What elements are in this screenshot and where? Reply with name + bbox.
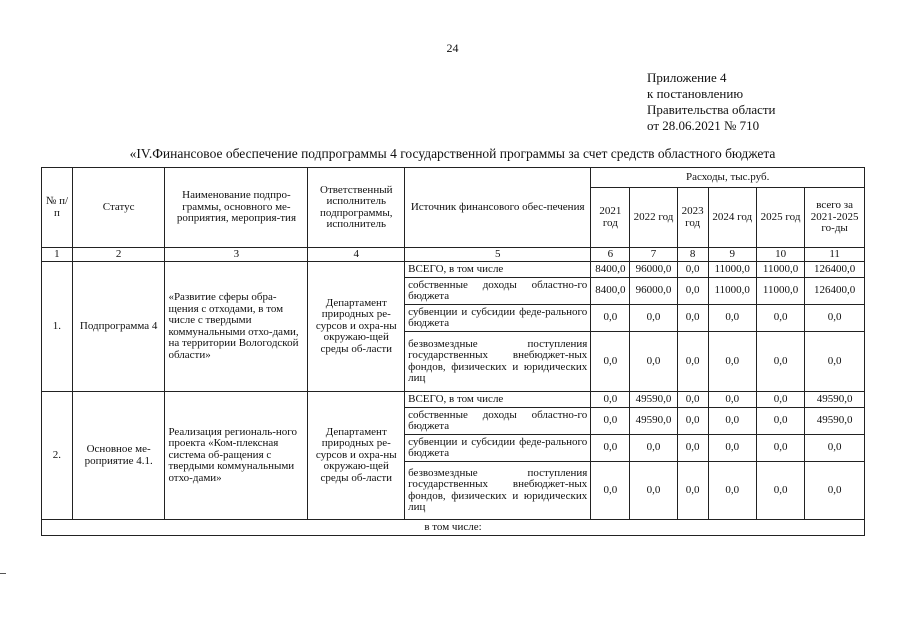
header-responsible: Ответственный исполнитель подпрограммы, исполнитель	[308, 168, 405, 248]
value-cell: 0,0	[708, 305, 756, 332]
value-cell: 0,0	[805, 462, 865, 520]
value-cell: 8400,0	[591, 262, 630, 278]
column-number: 1	[42, 248, 73, 262]
value-cell: 49590,0	[805, 392, 865, 408]
margin-mark	[0, 573, 6, 574]
value-cell: 126400,0	[805, 262, 865, 278]
value-cell: 0,0	[591, 435, 630, 462]
page-number: 24	[446, 41, 459, 55]
row-num: 1.	[42, 262, 73, 392]
value-cell: 0,0	[591, 332, 630, 392]
value-cell: 0,0	[677, 305, 708, 332]
value-cell: 0,0	[756, 408, 804, 435]
value-cell: 0,0	[677, 462, 708, 520]
row-responsible: Департамент природных ре-сурсов и охра-ны окружаю-щей среды об-ласти	[308, 392, 405, 520]
value-cell: 0,0	[630, 305, 677, 332]
document-title: «IV.Финансовое обеспечение подпрограммы 4 государственной программы за счет средств областного бюджета	[129, 146, 776, 161]
value-cell: 0,0	[756, 305, 804, 332]
value-cell: 11000,0	[708, 262, 756, 278]
header-year: 2021 год	[591, 188, 630, 248]
column-number: 9	[708, 248, 756, 262]
value-cell: 0,0	[708, 392, 756, 408]
column-number: 7	[630, 248, 677, 262]
header-source: Источник финансового обес-печения	[405, 168, 591, 248]
value-cell: 11000,0	[708, 278, 756, 305]
including-row: в том числе:	[42, 520, 865, 536]
value-cell: 49590,0	[805, 408, 865, 435]
appendix-line: от 28.06.2021 № 710	[647, 118, 760, 133]
source-free: безвозмездные поступления государственных внебюджет-ных фондов, физических и юридических лиц	[405, 332, 591, 392]
value-cell: 0,0	[708, 462, 756, 520]
header-year: 2025 год	[756, 188, 804, 248]
value-cell: 0,0	[756, 462, 804, 520]
column-number: 10	[756, 248, 804, 262]
value-cell: 0,0	[805, 435, 865, 462]
value-cell: 0,0	[708, 408, 756, 435]
value-cell: 0,0	[630, 332, 677, 392]
header-num: № п/п	[42, 168, 73, 248]
value-cell: 0,0	[708, 435, 756, 462]
value-cell: 0,0	[677, 435, 708, 462]
value-cell: 0,0	[708, 332, 756, 392]
header-name: Наименование подпро-граммы, основного ме-роприятия, мероприя-тия	[165, 168, 308, 248]
value-cell: 11000,0	[756, 278, 804, 305]
appendix-line: Приложение 4	[647, 70, 727, 85]
source-free: безвозмездные поступления государственных внебюджет-ных фондов, физических и юридических лиц	[405, 462, 591, 520]
value-cell: 0,0	[677, 408, 708, 435]
value-cell: 49590,0	[630, 392, 677, 408]
financing-table	[41, 167, 865, 536]
header-year: 2023 год	[677, 188, 708, 248]
value-cell: 0,0	[677, 278, 708, 305]
value-cell: 0,0	[630, 462, 677, 520]
value-cell: 126400,0	[805, 278, 865, 305]
header-year: 2024 год	[708, 188, 756, 248]
value-cell: 96000,0	[630, 278, 677, 305]
row-name: Реализация региональ-ного проекта «Ком-плексная система об-ращения с твердыми коммунальными отхо-дами»	[165, 392, 308, 520]
column-number: 8	[677, 248, 708, 262]
value-cell: 8400,0	[591, 278, 630, 305]
source-subv: субвенции и субсидии феде-рального бюджета	[405, 435, 591, 462]
column-number: 3	[165, 248, 308, 262]
source-own: собственные доходы областно-го бюджета	[405, 278, 591, 305]
header-year-total: всего за 2021-2025 го-ды	[805, 188, 865, 248]
value-cell: 0,0	[756, 392, 804, 408]
value-cell: 0,0	[805, 332, 865, 392]
header-expenses: Расходы, тыс.руб.	[591, 168, 865, 188]
row-name: «Развитие сферы обра-щения с отходами, в том числе с твердыми коммунальными отхо-дами, на территории Вологодской области»	[165, 262, 308, 392]
row-responsible: Департамент природных ре-сурсов и охра-ны окружаю-щей среды об-ласти	[308, 262, 405, 392]
column-numbers-row	[42, 248, 865, 262]
value-cell: 11000,0	[756, 262, 804, 278]
value-cell: 0,0	[630, 435, 677, 462]
row-num: 2.	[42, 392, 73, 520]
header-status: Статус	[72, 168, 165, 248]
column-number: 5	[405, 248, 591, 262]
table-row	[42, 392, 865, 408]
appendix-block	[647, 70, 776, 134]
value-cell: 0,0	[756, 332, 804, 392]
value-cell: 0,0	[591, 408, 630, 435]
table-row	[42, 520, 865, 536]
source-subv: субвенции и субсидии феде-рального бюджета	[405, 305, 591, 332]
source-total: ВСЕГО, в том числе	[405, 392, 591, 408]
value-cell: 0,0	[756, 435, 804, 462]
source-total: ВСЕГО, в том числе	[405, 262, 591, 278]
value-cell: 0,0	[805, 305, 865, 332]
row-status: Основное ме-роприятие 4.1.	[72, 392, 165, 520]
header-year: 2022 год	[630, 188, 677, 248]
column-number: 11	[805, 248, 865, 262]
row-status: Подпрограмма 4	[72, 262, 165, 392]
appendix-line: Правительства области	[647, 102, 776, 117]
column-number: 6	[591, 248, 630, 262]
appendix-line: к постановлению	[647, 86, 744, 101]
value-cell: 0,0	[677, 392, 708, 408]
value-cell: 0,0	[677, 332, 708, 392]
value-cell: 49590,0	[630, 408, 677, 435]
column-number: 2	[72, 248, 165, 262]
value-cell: 0,0	[591, 305, 630, 332]
value-cell: 0,0	[677, 262, 708, 278]
table-row	[42, 262, 865, 278]
value-cell: 0,0	[591, 392, 630, 408]
value-cell: 96000,0	[630, 262, 677, 278]
source-own: собственные доходы областно-го бюджета	[405, 408, 591, 435]
value-cell: 0,0	[591, 462, 630, 520]
column-number: 4	[308, 248, 405, 262]
